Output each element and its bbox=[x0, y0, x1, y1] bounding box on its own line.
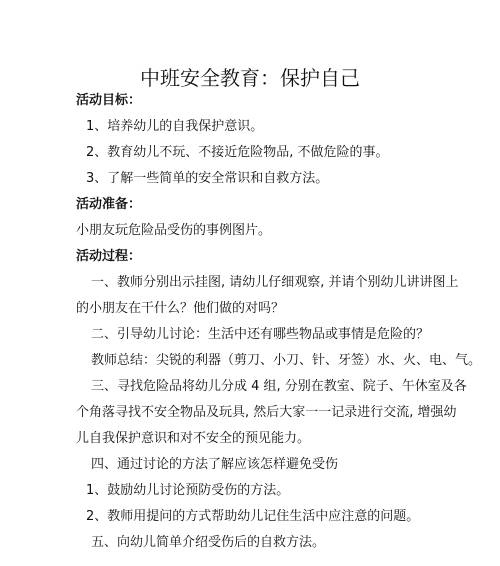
section-heading-goals: 活动目标： bbox=[76, 93, 142, 108]
goal-item-3: 3、了解一些简单的安全常识和自救方法。 bbox=[86, 171, 329, 186]
step-4-item-2: 2、教师用提问的方式帮助幼儿记住生活中应注意的问题。 bbox=[86, 509, 420, 524]
process-step-3-line-2: 个角落寻找不安全物品及玩具, 然后大家一一记录进行交流, 增强幼 bbox=[76, 405, 457, 420]
process-step-3-line-1: 三、寻找危险品将幼儿分成 4 组, 分别在教室、院子、午休室及各 bbox=[91, 379, 467, 394]
process-step-5: 五、向幼儿简单介绍受伤后的自救方法。 bbox=[91, 535, 326, 550]
process-step-4: 四、通过讨论的方法了解应该怎样避免受伤 bbox=[91, 457, 339, 472]
document-title: 中班安全教育：保护自己 bbox=[140, 66, 360, 90]
process-step-3-line-3: 儿自我保护意识和对不安全的预见能力。 bbox=[76, 431, 311, 446]
section-heading-preparation: 活动准备： bbox=[76, 197, 142, 212]
teacher-summary: 教师总结：尖锐的利器（剪刀、小刀、针、牙签）水、火、电、气。 bbox=[91, 353, 482, 368]
goal-item-2: 2、教育幼儿不玩、不接近危险物品, 不做危险的事。 bbox=[86, 145, 389, 160]
process-step-1-line-2: 的小朋友在干什么？他们做的对吗？ bbox=[76, 301, 285, 316]
goal-item-1: 1、培养幼儿的自我保护意识。 bbox=[86, 119, 264, 134]
preparation-text: 小朋友玩危险品受伤的事例图片。 bbox=[76, 223, 272, 238]
process-step-2: 二、引导幼儿讨论：生活中还有哪些物品或事情是危险的？ bbox=[91, 327, 430, 342]
section-heading-process: 活动过程： bbox=[76, 249, 142, 264]
process-step-1-line-1: 一、教师分别出示挂图, 请幼儿仔细观察, 并请个别幼儿讲讲图上 bbox=[91, 275, 459, 290]
step-4-item-1: 1、鼓励幼儿讨论预防受伤的方法。 bbox=[86, 483, 290, 498]
